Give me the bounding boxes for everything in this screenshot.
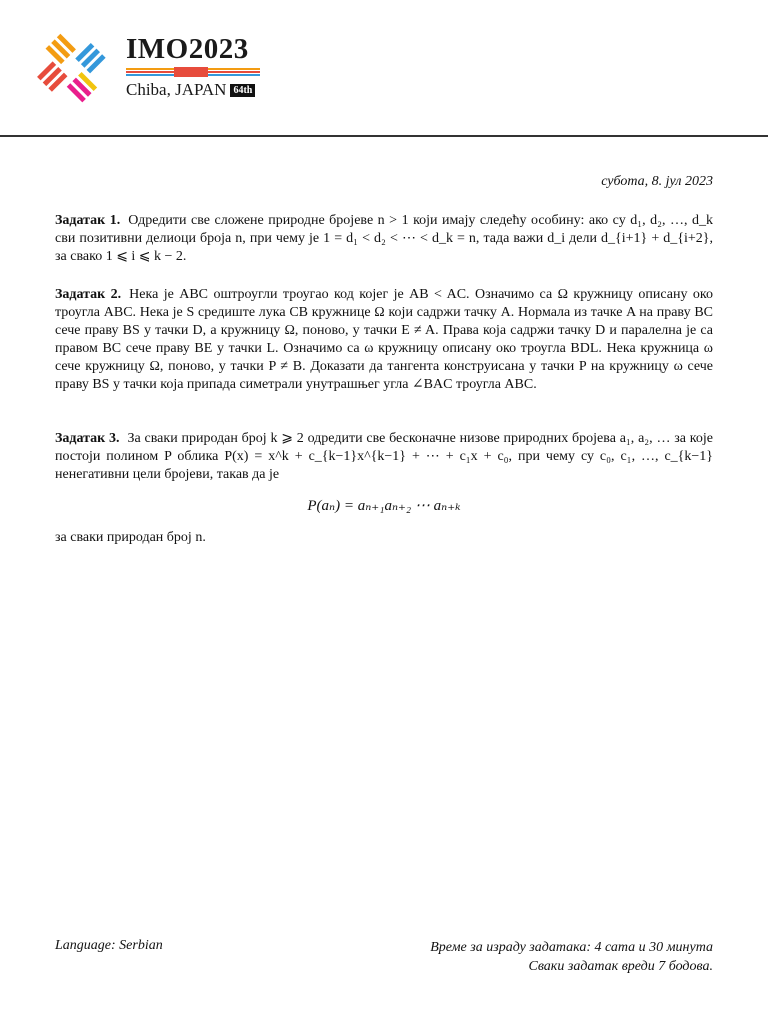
header [0,0,768,136]
brand-title-prefix: IMO [126,33,189,65]
edition-badge: 64th [230,84,255,97]
footer-time: Време за израду задатака: 4 сата и 30 минута [430,940,713,955]
brand-stripe [126,67,260,77]
footer-language: Language: Serbian [55,938,163,953]
problem-2-label: Задатак 2. [55,287,122,302]
problem-3-label: Задатак 3. [55,431,120,446]
location-text: Chiba, JAPAN [126,80,227,99]
problem-3-after: за сваки природан број n. [55,530,206,545]
problem-1-text: Одредити све сложене природне бројеве n > 1 који имају следећу особину: ако су d₁, d₂, …, d_k сви позитивни делиоци броја n, при чему је 1 = d₁ < d₂ < ⋯ < d_k = n, тада важи d_i дели d_{i+1} + d_{i+2}, за свако 1 ⩽ i ⩽ k − 2. [55,213,713,264]
problem-3 [55,430,713,484]
brand-location [126,80,260,100]
footer-info [430,938,713,976]
brand-title-year: 2023 [188,33,249,65]
brand-title [126,34,260,64]
problem-1 [55,212,713,266]
problem-3-formula: P(aₙ) = aₙ₊₁aₙ₊₂ ⋯ aₙ₊ₖ [307,498,461,514]
problem-1-label: Задатак 1. [55,213,121,228]
imo-logo-icon [30,30,112,104]
footer-points: Сваки задатак вреди 7 бодова. [528,959,713,974]
problem-2 [55,286,713,394]
problem-2-text: Нека је ABC оштроугли троугао код којег је AB < AC. Означимо са Ω кружницу описану око троугла ABC. Нека је S средиште лука CB кружнице Ω који садржи тачку A. Нормала из тачке A на праву BC сече праву BS у тачки D, а кружницу Ω, поново, у тачки E ≠ A. Права која садржи тачку D и паралелна је са правом BC сече праву BE у тачки L. Означимо са ω кружницу описану око троугла BDL. Нека кружница ω сече кружницу Ω, поново, у тачки P ≠ B. Доказати да тангента конструисана у тачки P на кружницу ω сече праву BS у тачки која припада симетрали унутрашњег угла ∠BAC троугла ABC. [55,287,713,392]
exam-date: субота, 8. јул 2023 [601,174,713,189]
problem-3-text: За сваки природан број k ⩾ 2 одредити све бесконачне низове природних бројева a₁, a₂, … за које постоји полином P облика P(x) = x^k + c_{k−1}x^{k−1} + ⋯ + c₁x + c₀, при чему су c₀, c₁, …, c_{k−1} ненегативни цели бројеви, такав да је [55,431,713,482]
brand-block [126,34,260,100]
header-rule [0,135,768,137]
